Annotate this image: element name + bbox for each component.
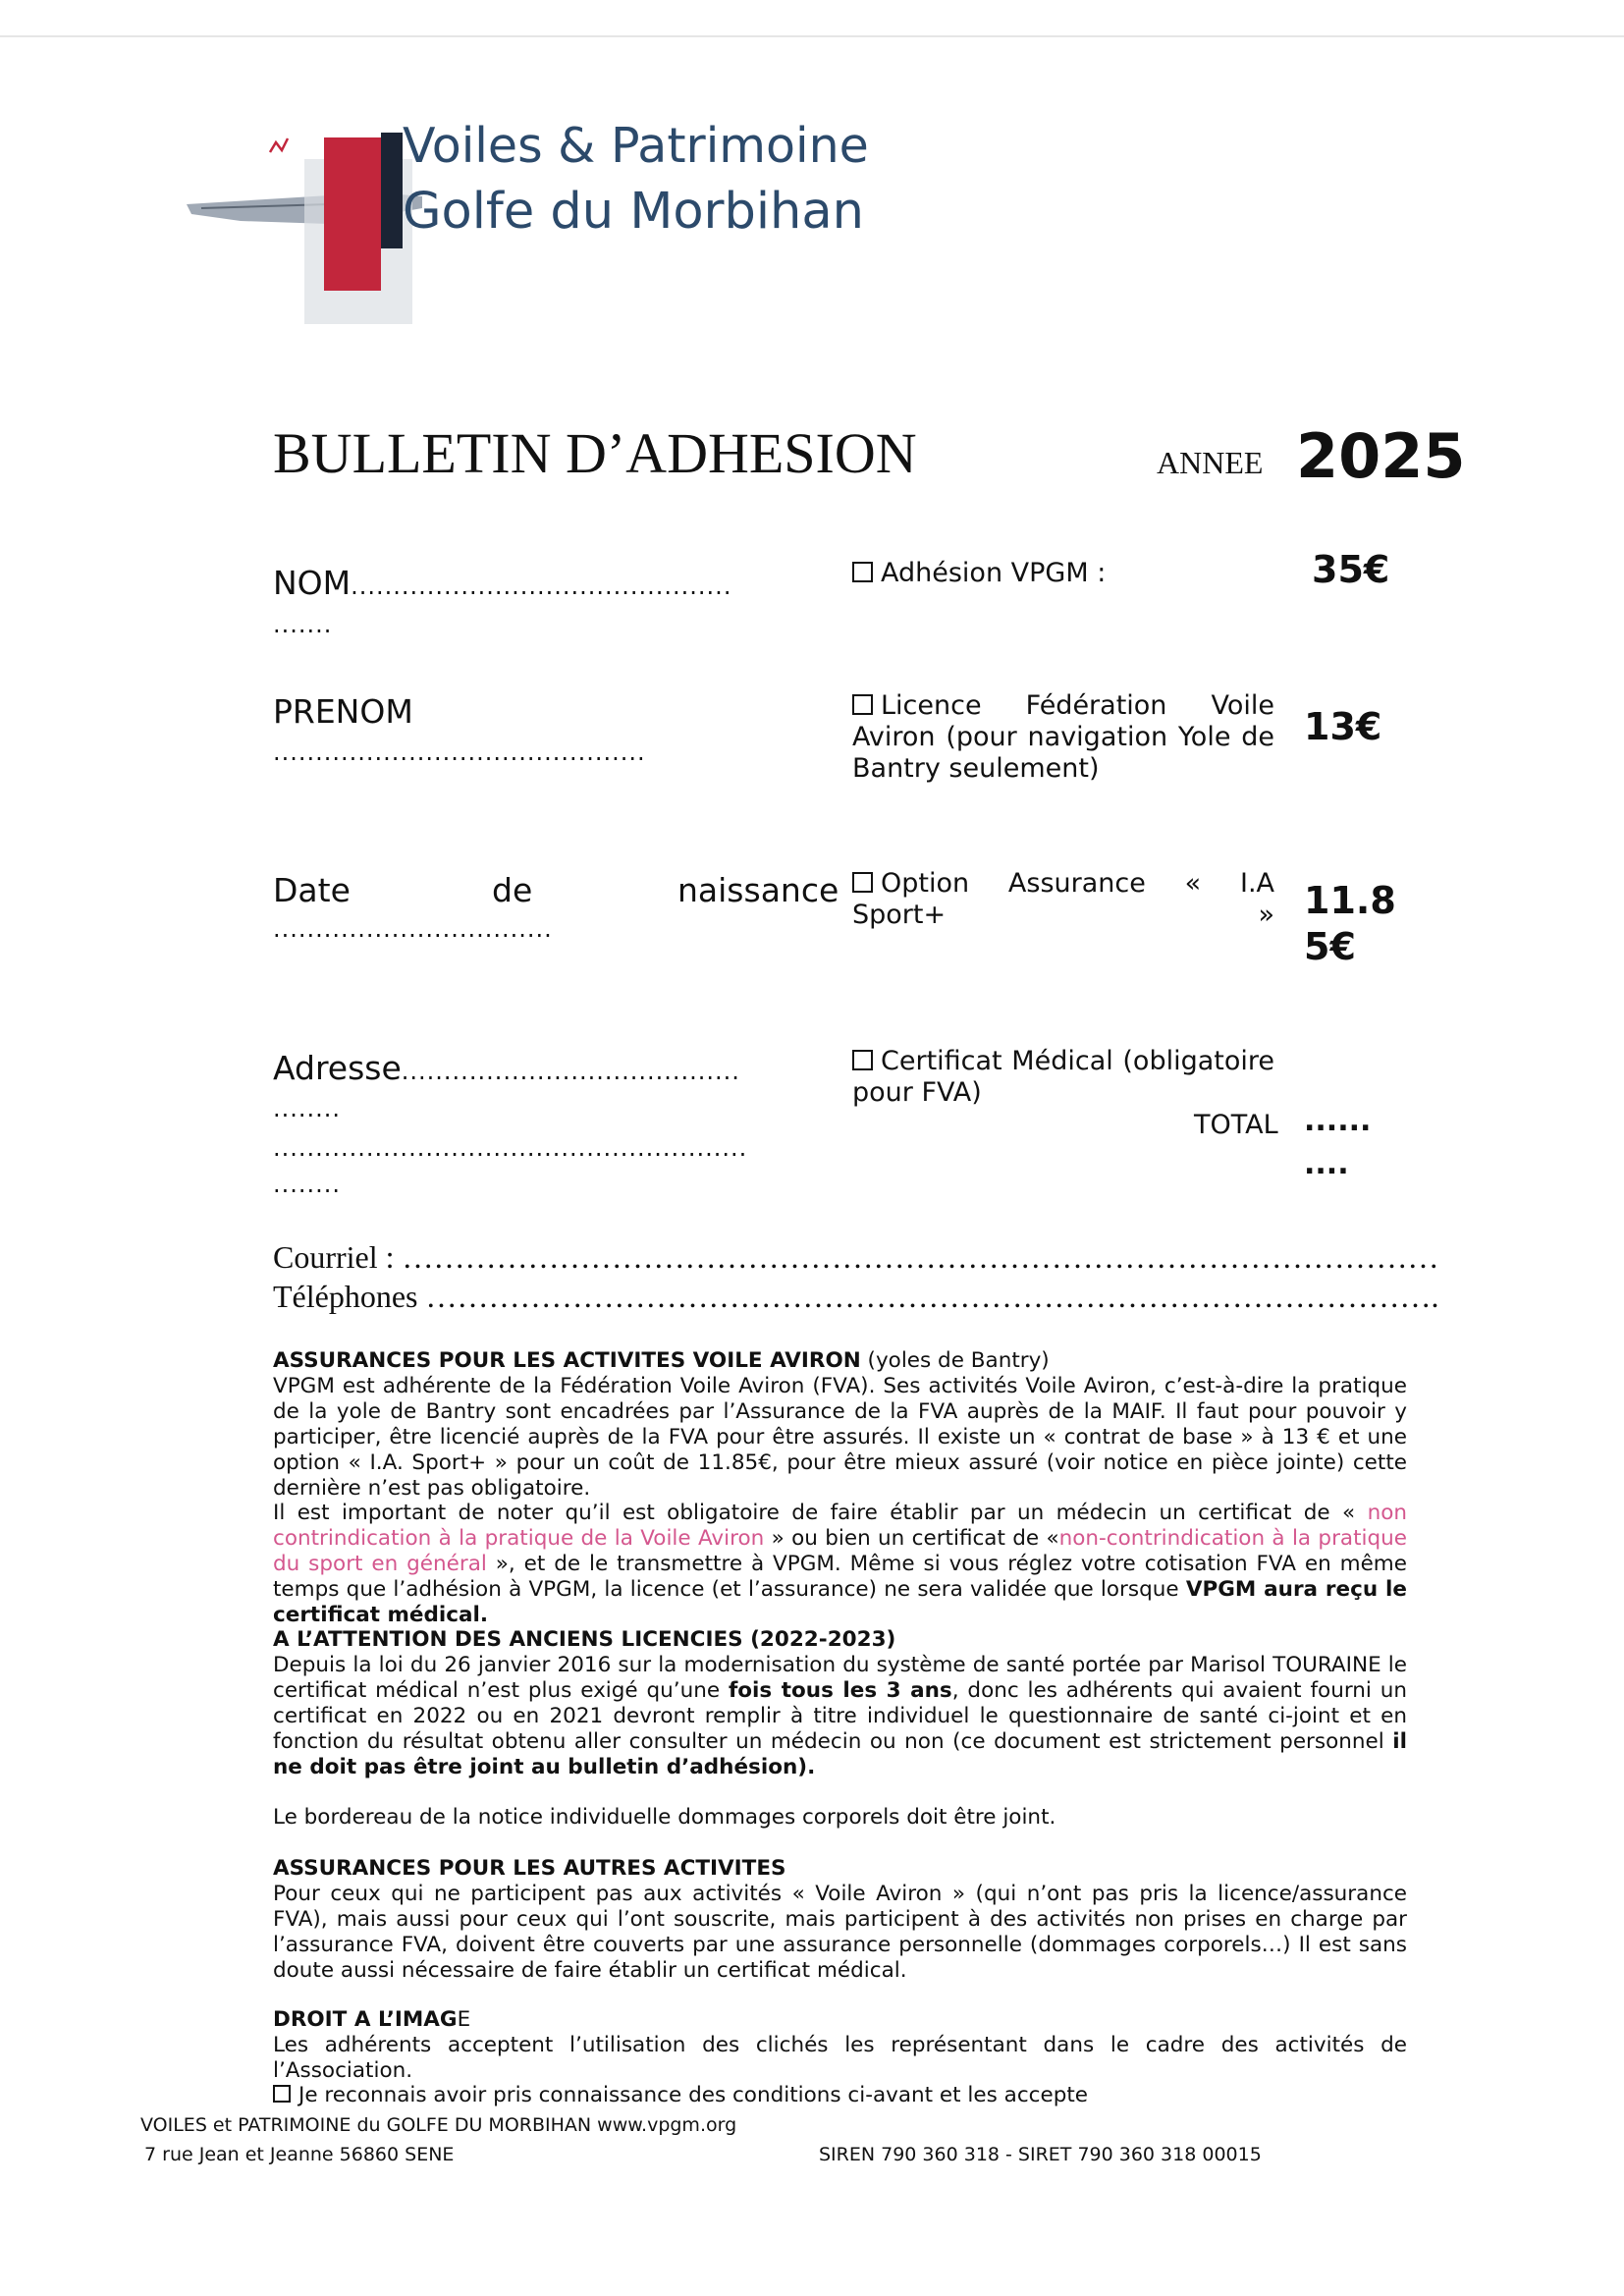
brand-name-line1: Voiles & Patrimoine xyxy=(403,118,869,174)
assurance-label: Option Assurance « I.A Sport+ » xyxy=(852,868,1274,930)
bordereau-note: Le bordereau de la notice individuelle dommages corporels doit être joint. xyxy=(273,1805,1056,1830)
section2-bold-text: VPGM aura reçu le certificat médical. xyxy=(273,1577,1407,1627)
assurance-price-line1: 11.8 xyxy=(1304,879,1396,922)
adresse-field[interactable] xyxy=(273,1049,740,1087)
section6-body: Les adhérents acceptent l’utilisation des clichés les représentant dans le cadre des activités de l’Association. xyxy=(273,2033,1407,2083)
nom-dots: ............................................. xyxy=(351,573,732,600)
nom-field[interactable] xyxy=(273,564,731,602)
section1-heading-rest: (yoles de Bantry) xyxy=(860,1348,1050,1373)
option-adhesion[interactable] xyxy=(852,558,1147,589)
section-droit-image xyxy=(273,2007,1407,2084)
section2-pink-text1: non contrindication à la pratique de la Voile Aviron xyxy=(273,1501,1407,1551)
date-label-word3: naissance xyxy=(677,871,839,909)
licence-price: 13€ xyxy=(1304,705,1382,748)
date-label-word1: Date xyxy=(273,871,351,909)
courriel-field[interactable]: Courriel : ……………………………………………………………………………………… xyxy=(273,1239,1439,1275)
total-dots-line2: .... xyxy=(1304,1147,1349,1181)
section5-body: Pour ceux qui ne participent pas aux activités « Voile Aviron » (qui n’ont pas pris la licence/assurance FVA), mais aussi pour ceux qui l’ont souscrite, mais participent à des activités non prises en charge par l’assurance FVA, doivent être couverts par une assurance personnelle (dommages corporels…) Il est sans doute aussi nécessaire de faire établir un certificat médical. xyxy=(273,1882,1407,1983)
accept-label: Je reconnais avoir pris connaissance des conditions ci-avant et les accepte xyxy=(298,2083,1089,2107)
section-assurances-voile-aviron xyxy=(273,1348,1407,1502)
option-certificat[interactable] xyxy=(852,1046,1274,1109)
section2-text-a: Il est important de noter qu’il est obligatoire de faire établir par un médecin un certificat de « xyxy=(273,1501,1368,1525)
adresse-dots-line4: ........ xyxy=(273,1171,342,1198)
telephones-field[interactable]: Téléphones ……………………………………………………………………………………. xyxy=(273,1279,1439,1314)
assurance-price-line2: 5€ xyxy=(1304,925,1356,968)
section1-heading: ASSURANCES POUR LES ACTIVITES VOILE AVIRON xyxy=(273,1348,861,1373)
footer-association-line: VOILES et PATRIMOINE du GOLFE DU MORBIHAN www.vpgm.org xyxy=(140,2114,737,2136)
adhesion-price: 35€ xyxy=(1312,548,1390,591)
section6-heading: DROIT A L’IMAG xyxy=(273,2007,458,2032)
section3-text-b: , donc les adhérents qui avaient fourni un certificat en 2022 ou en 2021 devront remplir à titre individuel le questionnaire de santé ci-joint et en fonction du résultat obtenu aller consulter un médecin ou non (ce document est strictement personnel xyxy=(273,1678,1407,1754)
section-autres-activites xyxy=(273,1856,1407,1984)
option-licence[interactable] xyxy=(852,690,1274,785)
adresse-dots: ........................................ xyxy=(401,1058,740,1085)
section6-heading-tail: E xyxy=(457,2007,471,2032)
total-label: TOTAL xyxy=(1194,1110,1278,1140)
footer-address: 7 rue Jean et Jeanne 56860 SENE xyxy=(144,2144,455,2165)
prenom-label: PRENOM xyxy=(273,692,413,731)
total-dots-line1[interactable]: ...... xyxy=(1304,1104,1372,1138)
nom-dots-continued: ....... xyxy=(273,611,333,638)
top-border-line xyxy=(0,35,1624,37)
section1-body: VPGM est adhérente de la Fédération Voile Aviron (FVA). Ses activités Voile Aviron, c’est-à-dire la pratique de la yole de Bantry sont encadrées par l’Assurance de la FVA auprès de la MAIF. Il faut pour pouvoir y participer, être licencié auprès de la FVA pour être assurés. Il existe un « contrat de base » à 13 € et une option « I.A. Sport+ » pour un coût de 11.85€, pour être mieux assuré (voir notice en pièce jointe) cette dernière n’est pas obligatoire. xyxy=(273,1374,1407,1501)
accept-conditions[interactable] xyxy=(273,2083,1407,2108)
adresse-label: Adresse xyxy=(273,1049,402,1087)
option-assurance[interactable] xyxy=(852,868,1274,931)
section3-bold2: il ne doit pas être joint au bulletin d’adhésion). xyxy=(273,1729,1407,1779)
adhesion-checkbox[interactable] xyxy=(852,562,873,582)
section2-text-b: » ou bien un certificat de « xyxy=(764,1526,1059,1551)
accept-checkbox[interactable] xyxy=(273,2085,291,2103)
certificat-checkbox[interactable] xyxy=(852,1050,873,1070)
year-label: ANNEE xyxy=(1157,445,1264,480)
section3-bold1: fois tous les 3 ans xyxy=(728,1678,952,1703)
adresse-dots-line3[interactable]: ........................................................ xyxy=(273,1134,748,1162)
section3-heading: A L’ATTENTION DES ANCIENS LICENCIES (2022-2023) xyxy=(273,1627,896,1652)
licence-label: Licence Fédération Voile Aviron (pour navigation Yole de Bantry seulement) xyxy=(852,690,1274,784)
section-certificat-paragraph xyxy=(273,1501,1407,1628)
date-label-word2: de xyxy=(492,871,533,909)
date-field[interactable]: ................................. xyxy=(273,915,553,943)
section-anciens-licencies xyxy=(273,1627,1407,1780)
licence-checkbox[interactable] xyxy=(852,694,873,715)
section5-heading: ASSURANCES POUR LES AUTRES ACTIVITES xyxy=(273,1856,786,1881)
section3-text-a: Depuis la loi du 26 janvier 2016 sur la modernisation du système de santé portée par Marisol TOURAINE le certificat médical n’est plus exigé qu’une xyxy=(273,1653,1407,1703)
brand-name-line2: Golfe du Morbihan xyxy=(403,183,864,241)
nom-label: NOM xyxy=(273,564,352,602)
year-value: 2025 xyxy=(1296,420,1466,492)
adresse-dots-line2: ........ xyxy=(273,1095,342,1122)
assurance-checkbox[interactable] xyxy=(852,872,873,893)
adhesion-label: Adhésion VPGM : xyxy=(881,558,1107,588)
section2-text-c: », et de le transmettre à VPGM. Même si vous réglez votre cotisation FVA en même temps que l’adhésion à VPGM, la licence (et l’assurance) ne sera validée que lorsque xyxy=(273,1552,1407,1602)
certificat-label: Certificat Médical (obligatoire pour FVA) xyxy=(852,1046,1274,1108)
page-title: BULLETIN D’ADHESION xyxy=(273,421,917,485)
section2-pink-text2: non-contrindication à la pratique du sport en général xyxy=(273,1526,1407,1576)
prenom-field[interactable]: ............................................ xyxy=(273,738,646,766)
footer-siren-siret: SIREN 790 360 318 - SIRET 790 360 318 00015 xyxy=(819,2144,1262,2165)
